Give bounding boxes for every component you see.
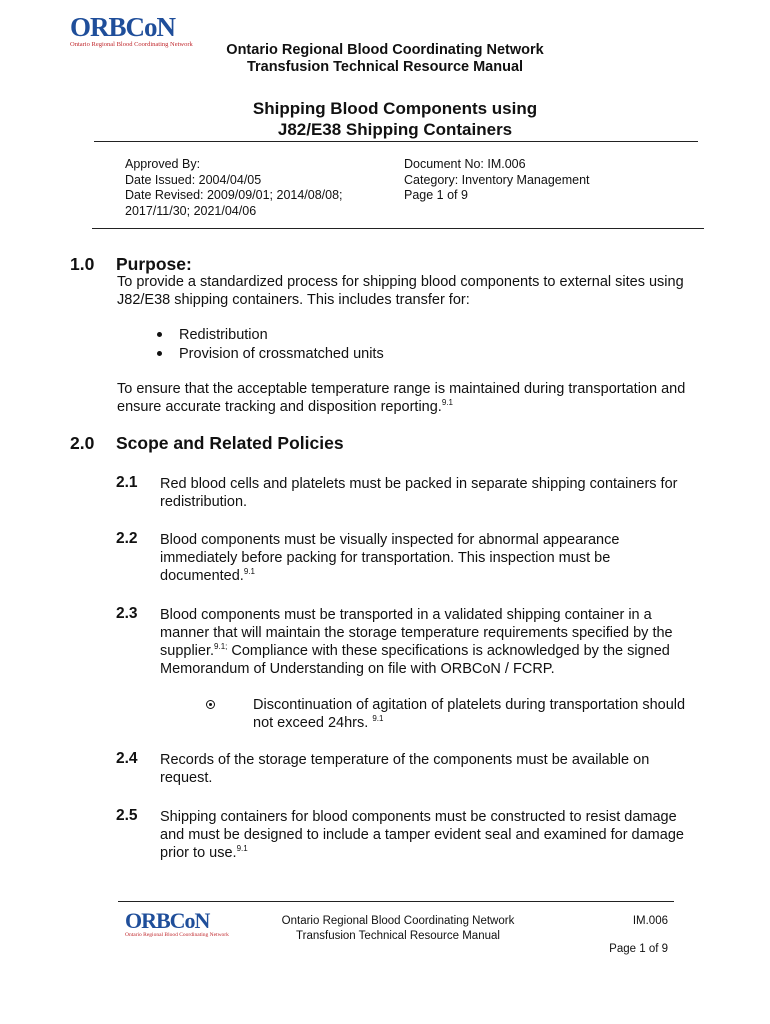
item-2-2-text: [160, 531, 760, 585]
reference-marker: 9.1: [372, 714, 384, 724]
item-line: Compliance with these specifications is acknowledged by the signed: [227, 643, 670, 659]
title-rule: [94, 141, 698, 142]
item-line: redistribution.: [160, 494, 248, 510]
meta-date-revised-2: 2017/11/30; 2021/04/06: [125, 203, 257, 218]
item-2-1-text: [160, 475, 760, 511]
bullet-dot: [157, 351, 162, 356]
item-line: manner that will maintain the storage temperature requirements specified by the: [160, 625, 673, 641]
reference-marker: 9.1: [243, 567, 255, 577]
section1-para2-line1: To ensure that the acceptable temperature range is maintained during transportation and: [117, 381, 686, 397]
header-org: [0, 42, 770, 76]
reference-marker: 9.1: [441, 398, 453, 408]
item-2-1-number: 2.1: [116, 474, 138, 491]
meta-document-no: Document No: IM.006: [404, 157, 526, 171]
footer-org-line2: Transfusion Technical Resource Manual: [296, 930, 500, 942]
section1-para1-line2: J82/E38 shipping containers. This includes transfer for:: [117, 292, 470, 308]
meta-category: Category: Inventory Management: [404, 172, 590, 187]
meta-rule: [92, 228, 704, 229]
footer-logo-wordmark: ORBCoN: [125, 908, 210, 933]
item-line: request.: [160, 770, 213, 786]
item-2-2-number: 2.2: [116, 530, 138, 547]
item-line: immediately before packing for transportation. This inspection must be: [160, 550, 611, 566]
item-2-3-number: 2.3: [116, 605, 138, 622]
section1-bullet-1: Redistribution: [179, 327, 268, 343]
item-2-4-number: 2.4: [116, 750, 138, 767]
bullet-dot: [157, 332, 162, 337]
reference-marker: 9.1: [236, 844, 248, 854]
item-2-5-text: [160, 808, 760, 862]
item-line: Shipping containers for blood components must be constructed to resist damage: [160, 809, 677, 825]
item-line: Memorandum of Understanding on file with ORBCoN / FCRP.: [160, 661, 555, 677]
section1-para1: [117, 273, 757, 309]
footer-org: [240, 914, 556, 944]
title-line1: Shipping Blood Components using: [252, 99, 538, 118]
header-org-line1: Ontario Regional Blood Coordinating Network: [226, 42, 544, 58]
subbullet-text: [253, 696, 733, 732]
section1-para2-line2: ensure accurate tracking and disposition reporting.: [117, 399, 442, 415]
meta-right: [404, 157, 590, 204]
item-2-3-text: [160, 606, 760, 678]
item-2-5-number: 2.5: [116, 807, 138, 824]
section2-heading: Scope and Related Policies: [116, 433, 344, 453]
meta-date-issued: Date Issued: 2004/04/05: [125, 172, 262, 187]
target-bullet-icon: [206, 700, 215, 709]
meta-approved-by: Approved By:: [125, 157, 201, 171]
meta-date-revised-1: Date Revised: 2009/09/01; 2014/08/08;: [125, 188, 343, 202]
footer-rule: [118, 901, 674, 902]
section1-heading: Purpose:: [116, 254, 192, 274]
logo-wordmark: ORBCoN: [70, 12, 176, 42]
footer-page: Page 1 of 9: [609, 943, 668, 955]
footer-logo: [125, 910, 229, 939]
subbullet-line2: not exceed 24hrs.: [253, 715, 369, 731]
footer-logo-subtitle: Ontario Regional Blood Coordinating Network: [125, 932, 229, 938]
meta-page: Page 1 of 9: [404, 188, 468, 202]
section2-number: 2.0: [70, 433, 95, 453]
document-title: [0, 98, 770, 140]
section1-para2: [117, 380, 757, 416]
item-line: Red blood cells and platelets must be packed in separate shipping containers for: [160, 476, 678, 492]
item-2-4-text: [160, 751, 760, 787]
section1-bullet-2: Provision of crossmatched units: [179, 346, 384, 362]
meta-left: [125, 157, 343, 219]
section1-number: 1.0: [70, 254, 95, 274]
header-org-line2: Transfusion Technical Resource Manual: [246, 59, 524, 75]
subbullet-line1: Discontinuation of agitation of platelets during transportation should: [253, 697, 686, 713]
title-line2: J82/E38 Shipping Containers: [277, 120, 513, 139]
item-line: prior to use.: [160, 845, 237, 861]
footer-org-line1: Ontario Regional Blood Coordinating Network: [281, 915, 515, 927]
item-line: Blood components must be visually inspected for abnormal appearance: [160, 532, 620, 548]
logo-subtitle: Ontario Regional Blood Coordinating Network: [70, 41, 193, 48]
section1-para1-line1: To provide a standardized process for shipping blood components to external sites using: [117, 274, 684, 290]
item-line: Records of the storage temperature of the components must be available on: [160, 752, 650, 768]
footer-doc-no: IM.006: [632, 915, 668, 927]
item-line: Blood components must be transported in a validated shipping container in a: [160, 607, 652, 623]
reference-marker: 9.1;: [214, 642, 228, 652]
item-line: and must be designed to include a tamper evident seal and examined for damage: [160, 827, 684, 843]
item-line: documented.: [160, 568, 244, 584]
item-line: supplier.: [160, 643, 215, 659]
